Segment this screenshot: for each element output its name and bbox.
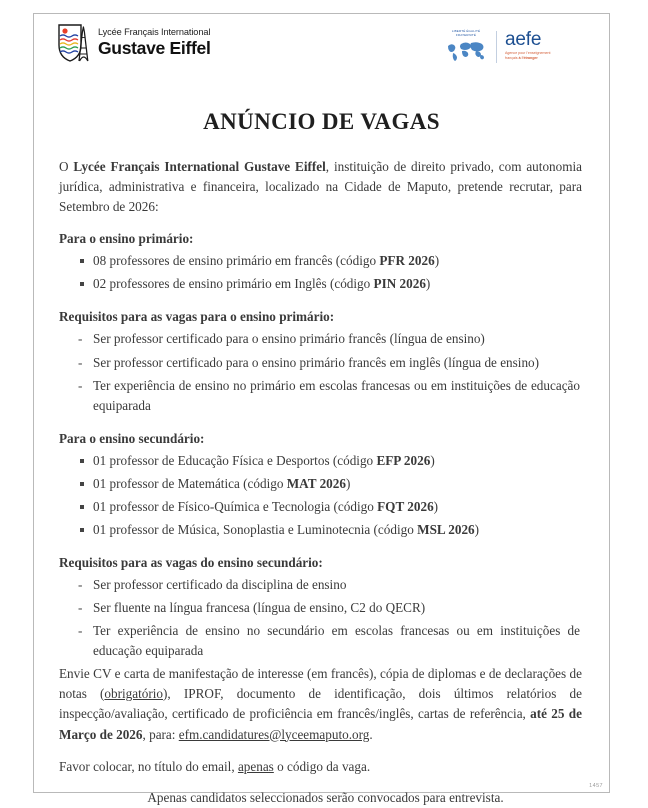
secondary-section-heading: Para o ensino secundário: bbox=[59, 430, 205, 446]
position-code: PIN 2026 bbox=[373, 276, 426, 292]
list-item: - Ter experiência de ensino no secundário em escolas francesas ou em instituições de educação equiparada bbox=[59, 621, 582, 661]
primary-requirements-list bbox=[59, 329, 582, 415]
position-code: MAT 2026 bbox=[286, 475, 346, 491]
submission-part3: , para: bbox=[142, 726, 179, 742]
shield-eiffel-tower-icon bbox=[57, 23, 91, 63]
subject-note-part1: Favor colocar, no título do email, bbox=[59, 758, 238, 774]
secondary-positions-list bbox=[59, 451, 582, 540]
aefe-tagline-line2: l'enseignement français bbox=[505, 51, 551, 61]
position-code: MSL 2026 bbox=[417, 521, 475, 537]
aefe-divider bbox=[496, 31, 497, 63]
submission-deadline: até 25 de Março de 2026 bbox=[59, 706, 582, 742]
school-subtitle: Lycée Français International bbox=[98, 27, 211, 38]
position-text: 02 professores de ensino primário em Inglês (código bbox=[93, 276, 374, 292]
subject-note-part2: o código da vaga. bbox=[273, 758, 371, 774]
position-tail: ) bbox=[474, 521, 480, 537]
page-title: ANÚNCIO DE VAGAS bbox=[203, 109, 440, 134]
intro-before: O bbox=[59, 159, 74, 174]
list-item bbox=[59, 274, 582, 294]
submission-part4: . bbox=[369, 726, 373, 742]
closing-line: Apenas candidatos seleccionados serão convocados para entrevista. bbox=[147, 789, 504, 805]
aefe-wordmark: aefe bbox=[505, 29, 542, 50]
aefe-tagline-line1: Agence pour bbox=[505, 51, 526, 56]
primary-requirements-heading: Requisitos para as vagas para o ensino primário: bbox=[59, 309, 335, 325]
list-item bbox=[59, 451, 582, 471]
secondary-requirements-heading: Requisitos para as vagas do ensino secundário: bbox=[59, 555, 323, 570]
subject-note-apenas: apenas bbox=[237, 758, 274, 774]
position-code: FQT 2026 bbox=[377, 498, 434, 514]
intro-school-name: Lycée Français International Gustave Eiffel bbox=[73, 159, 326, 174]
submission-part1: Envie CV e carta de manifestação de interesse (em francês), cópia de diplomas e de declarações de notas ( bbox=[59, 666, 582, 702]
school-name: Gustave Eiffel bbox=[98, 38, 211, 59]
position-tail: ) bbox=[345, 475, 351, 491]
position-tail: ) bbox=[434, 253, 440, 269]
aefe-motto: LIBERTÉ ÉGALITÉ FRATERNITÉ bbox=[451, 29, 481, 38]
list-item bbox=[59, 251, 582, 271]
aefe-logo bbox=[444, 23, 589, 67]
position-tail: ) bbox=[425, 276, 431, 292]
list-item bbox=[59, 474, 582, 494]
list-item: - Ter experiência de ensino no primário em escolas francesas ou em instituições de educação equiparada bbox=[59, 376, 582, 416]
primary-positions-list bbox=[59, 251, 582, 294]
position-text: 01 professor de Música, Sonoplastia e Luminotecnia (código bbox=[93, 521, 418, 537]
submission-email-link[interactable]: efm.candidatures@lyceemaputo.org bbox=[178, 726, 370, 742]
position-text: 01 professor de Matemática (código bbox=[93, 475, 287, 491]
position-tail: ) bbox=[430, 452, 435, 468]
position-text: 08 professores de ensino primário em francês (código bbox=[93, 253, 380, 269]
intro-paragraph bbox=[59, 157, 582, 217]
list-item: - Ser professor certificado para o ensino primário francês (língua de ensino) bbox=[59, 329, 582, 349]
list-item: - Ser professor certificado para o ensino primário francês em inglês (língua de ensino) bbox=[59, 353, 582, 373]
position-text: 01 professor de Educação Física e Desportos (código bbox=[93, 452, 377, 468]
school-logo bbox=[54, 23, 211, 63]
subject-note-paragraph bbox=[59, 757, 582, 777]
document-header bbox=[54, 23, 589, 85]
position-tail: ) bbox=[433, 498, 439, 514]
submission-obligatory: obrigatório bbox=[104, 686, 164, 702]
list-item bbox=[59, 497, 582, 517]
list-item bbox=[59, 520, 582, 540]
submission-paragraph bbox=[59, 664, 582, 744]
intro-after: , instituição de direito privado, com autonomia jurídica, administrativa e financeira, localizado na Cidade de Maputo, pretende recrutar, para Setembro de 2026: bbox=[59, 159, 582, 215]
aefe-tagline bbox=[505, 51, 563, 62]
primary-section-heading: Para o ensino primário: bbox=[59, 231, 194, 247]
list-item: - Ser professor certificado da disciplina de ensino bbox=[59, 575, 582, 595]
position-code: PFR 2026 bbox=[379, 253, 435, 269]
list-item: - Ser fluente na língua francesa (língua de ensino, C2 do QECR) bbox=[59, 598, 582, 618]
aefe-tagline-line3: à l'étranger bbox=[518, 56, 538, 61]
position-code: EFP 2026 bbox=[376, 452, 431, 468]
document-body bbox=[54, 157, 589, 808]
document-page bbox=[33, 13, 610, 805]
corner-reference-number: 1457 bbox=[589, 783, 603, 789]
secondary-requirements-list bbox=[59, 575, 582, 661]
position-text: 01 professor de Físico-Química e Tecnologia (código bbox=[93, 498, 378, 514]
world-map-icon bbox=[445, 39, 487, 62]
submission-part2: ), IPROF, documento de identificação, dois últimos relatórios de inspecção/avaliação, certificado de proficiência em francês/inglês, cartas de referência, bbox=[59, 686, 583, 722]
